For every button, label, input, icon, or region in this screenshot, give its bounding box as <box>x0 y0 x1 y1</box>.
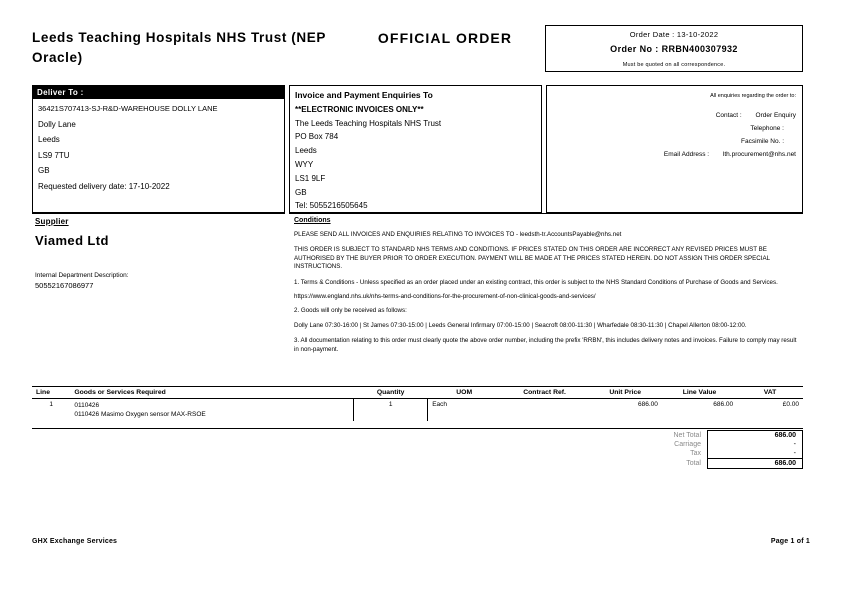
invoice-line-5: LS1 9LF <box>295 173 326 183</box>
enquiries-contact-row <box>553 109 796 122</box>
invoice-telephone: Tel: 5055216505645 <box>295 201 368 211</box>
conditions-terms-link[interactable]: https://www.england.nhs.uk/nhs-terms-and-conditions-for-the-procurement-of-non-clinical-goods-and-services/ <box>294 293 596 301</box>
invoice-line-3: Leeds <box>295 146 317 156</box>
enquiries-facsimile-value <box>784 138 796 145</box>
totals-row-net <box>603 431 803 441</box>
deliver-to-line-3: Leeds <box>38 135 60 144</box>
conditions-label: Conditions <box>294 217 331 224</box>
cell-vat: £0.00 <box>782 401 799 408</box>
totals-block <box>603 430 803 469</box>
net-total-value: 686.00 <box>708 431 803 441</box>
conditions-paragraph-1: PLEASE SEND ALL INVOICES AND ENQUIRIES RELATING TO INVOICES TO - leedsth-tr.AccountsPayable@nhs.net <box>294 231 622 238</box>
carriage-label: Carriage <box>674 441 701 448</box>
column-header-line: Line <box>32 387 70 399</box>
supplier-name: Viamed Ltd <box>35 233 109 248</box>
organisation-title: Leeds Teaching Hospitals NHS Trust (NEP Oracle) <box>32 30 326 65</box>
totals-row-carriage <box>603 440 803 449</box>
order-date: Order Date : 13-10-2022 <box>629 30 719 39</box>
column-header-goods: Goods or Services Required <box>70 387 353 399</box>
internal-department-value: 50552167086977 <box>35 281 94 290</box>
enquiries-email-value: lth.procurement@nhs.net <box>722 151 796 158</box>
deliver-to-line-2: Dolly Lane <box>38 119 76 129</box>
total-value: 686.00 <box>708 459 803 469</box>
carriage-value: - <box>708 440 803 449</box>
invoice-line-2: PO Box 784 <box>295 132 339 142</box>
invoice-enquiries-box <box>289 85 542 213</box>
column-header-uom: UOM <box>428 387 501 399</box>
cell-goods-description <box>70 399 353 422</box>
conditions-paragraph-5: 3. All documentation relating to this order must clearly quote the above order number, including the prefix 'RRBN', this includes delivery notes and invoices. Failure to comply may result in non-payment. <box>294 337 797 353</box>
order-number: Order No : RRBN400307932 <box>610 44 738 54</box>
invoice-line-1: The Leeds Teaching Hospitals NHS Trust <box>295 118 442 128</box>
column-header-unit-price: Unit Price <box>588 387 661 399</box>
document-title: OFFICIAL ORDER <box>377 30 513 46</box>
enquiries-contact-value: Order Enquiry <box>755 112 796 119</box>
invoice-line-6: GB <box>295 187 307 197</box>
conditions-paragraph-2: THIS ORDER IS SUBJECT TO STANDARD NHS TERMS AND CONDITIONS. IF PRICES STATED ON THIS ORDER ARE INCORRECT ANY REVISED PRICES MUST BE AUTHORISED BY THE BUYER PRIOR TO ORDER EXECUTION. PAYMENT WILL BE MADE AT THE PRICES STATED HEREIN. DO NOT ASSIGN THIS ORDER SPECIAL INSTRUCTIONS. <box>294 246 770 271</box>
line-items-bottom-rule <box>32 428 803 429</box>
net-total-label: Net Total <box>673 431 701 439</box>
invoice-line-4: WYY <box>295 159 314 169</box>
tax-label: Tax <box>690 450 701 458</box>
order-quote-note: Must be quoted on all correspondence. <box>622 62 726 68</box>
totals-row-tax <box>603 449 803 459</box>
enquiries-title: All enquiries regarding the order to: <box>710 93 796 99</box>
order-enquiries-box <box>546 85 803 213</box>
supplier-label: Supplier <box>35 217 69 226</box>
internal-department-label: Internal Department Description: <box>35 272 129 279</box>
column-header-contract-ref: Contract Ref. <box>501 387 589 399</box>
cell-line-value: 686.00 <box>713 401 734 408</box>
enquiries-telephone-label: Telephone : <box>750 125 784 132</box>
total-label: Total <box>686 460 701 467</box>
column-header-vat: VAT <box>737 387 803 399</box>
totals-row-total <box>603 459 803 469</box>
column-header-line-value: Line Value <box>662 387 737 399</box>
enquiries-email-row <box>553 148 796 161</box>
electronic-invoices-note: **ELECTRONIC INVOICES ONLY** <box>295 104 424 114</box>
cell-unit-price: 686.00 <box>638 401 658 408</box>
conditions-box <box>289 213 803 373</box>
deliver-to-box <box>32 85 285 213</box>
enquiries-facsimile-label: Facsimile No. : <box>741 138 784 145</box>
cell-uom: Each <box>432 401 448 408</box>
cell-line-number: 1 <box>49 401 53 408</box>
deliver-to-address <box>33 99 284 196</box>
requested-delivery-date: Requested delivery date: 17-10-2022 <box>38 181 170 191</box>
footer-provider: GHX Exchange Services <box>32 538 118 545</box>
enquiries-telephone-row <box>553 122 796 135</box>
deliver-to-line-1: 36421S707413-SJ-R&D-WAREHOUSE DOLLY LANE <box>38 104 218 113</box>
tax-value: - <box>708 449 803 459</box>
cell-quantity: 1 <box>354 399 428 422</box>
enquiries-rows <box>553 109 796 161</box>
conditions-delivery-times: Dolly Lane 07:30-16:00 | St James 07:30-15:00 | Leeds General Infirmary 07:00-15:00 | Seacroft 08:00-11:30 | Wharfedale 08:30-11:30 | Chapel Allerton 08:00-12:00. <box>294 321 747 329</box>
conditions-paragraph-4: 2. Goods will only be received as follows: <box>294 307 407 315</box>
supplier-box <box>32 213 285 321</box>
column-header-quantity: Quantity <box>354 387 428 399</box>
enquiries-telephone-value <box>784 125 796 132</box>
deliver-to-heading: Deliver To : <box>33 86 284 99</box>
cell-contract-ref <box>501 399 589 422</box>
deliver-to-line-4: LS9 7TU <box>38 150 70 160</box>
invoice-heading: Invoice and Payment Enquiries To <box>295 90 433 100</box>
line-items-table <box>32 386 803 421</box>
table-row <box>32 399 803 422</box>
table-header-row <box>32 387 803 399</box>
item-code: 0110426 <box>74 402 100 409</box>
enquiries-facsimile-row <box>553 135 796 148</box>
conditions-paragraph-3: 1. Terms & Conditions - Unless specified as an order placed under an existing contract, this order is subject to the NHS Standard Conditions of Purchase of Goods and Services. <box>294 278 778 286</box>
enquiries-contact-label: Contact : <box>715 112 742 119</box>
deliver-to-line-5: GB <box>38 166 50 175</box>
item-description: 0110426 Masimo Oxygen sensor MAX-RSOE <box>74 411 206 418</box>
enquiries-email-label: Email Address : <box>663 151 710 158</box>
footer-page-number: Page 1 of 1 <box>770 538 810 545</box>
